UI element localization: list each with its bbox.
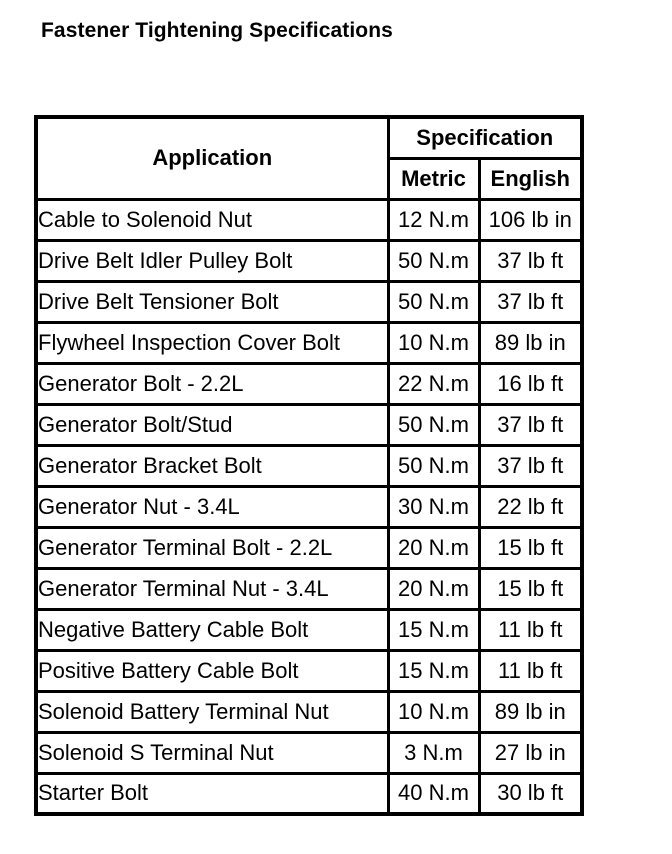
table-row <box>36 691 582 732</box>
cell-application: Generator Bolt - 2.2L <box>36 363 388 404</box>
header-application: Application <box>36 117 388 199</box>
cell-english: 15 lb ft <box>479 527 582 568</box>
cell-english: 11 lb ft <box>479 609 582 650</box>
header-specification: Specification <box>388 117 582 158</box>
cell-metric: 15 N.m <box>388 609 479 650</box>
cell-english: 37 lb ft <box>479 445 582 486</box>
cell-application: Drive Belt Idler Pulley Bolt <box>36 240 388 281</box>
cell-metric: 50 N.m <box>388 404 479 445</box>
fastener-spec-table <box>34 115 584 816</box>
cell-english: 89 lb in <box>479 691 582 732</box>
table-row <box>36 568 582 609</box>
cell-english: 37 lb ft <box>479 240 582 281</box>
table-row <box>36 773 582 814</box>
table-row <box>36 486 582 527</box>
cell-application: Solenoid Battery Terminal Nut <box>36 691 388 732</box>
table-row <box>36 199 582 240</box>
table-row <box>36 404 582 445</box>
cell-metric: 12 N.m <box>388 199 479 240</box>
cell-application: Generator Bolt/Stud <box>36 404 388 445</box>
table-row <box>36 240 582 281</box>
cell-application: Flywheel Inspection Cover Bolt <box>36 322 388 363</box>
cell-metric: 3 N.m <box>388 732 479 773</box>
cell-metric: 50 N.m <box>388 445 479 486</box>
table-row <box>36 527 582 568</box>
cell-metric: 30 N.m <box>388 486 479 527</box>
table-row <box>36 322 582 363</box>
cell-english: 30 lb ft <box>479 773 582 814</box>
page-title: Fastener Tightening Specifications <box>41 19 393 42</box>
cell-application: Generator Nut - 3.4L <box>36 486 388 527</box>
cell-english: 11 lb ft <box>479 650 582 691</box>
cell-metric: 40 N.m <box>388 773 479 814</box>
table-row <box>36 609 582 650</box>
cell-metric: 22 N.m <box>388 363 479 404</box>
cell-metric: 20 N.m <box>388 568 479 609</box>
cell-english: 106 lb in <box>479 199 582 240</box>
table-row <box>36 650 582 691</box>
cell-english: 89 lb in <box>479 322 582 363</box>
cell-application: Cable to Solenoid Nut <box>36 199 388 240</box>
cell-english: 37 lb ft <box>479 404 582 445</box>
cell-english: 16 lb ft <box>479 363 582 404</box>
cell-application: Starter Bolt <box>36 773 388 814</box>
table-row <box>36 445 582 486</box>
cell-english: 15 lb ft <box>479 568 582 609</box>
cell-metric: 10 N.m <box>388 691 479 732</box>
cell-metric: 50 N.m <box>388 281 479 322</box>
table-row <box>36 363 582 404</box>
cell-metric: 15 N.m <box>388 650 479 691</box>
cell-application: Drive Belt Tensioner Bolt <box>36 281 388 322</box>
cell-metric: 10 N.m <box>388 322 479 363</box>
cell-application: Positive Battery Cable Bolt <box>36 650 388 691</box>
cell-metric: 50 N.m <box>388 240 479 281</box>
table-row <box>36 281 582 322</box>
table-row <box>36 732 582 773</box>
cell-application: Generator Terminal Nut - 3.4L <box>36 568 388 609</box>
header-metric: Metric <box>388 158 479 199</box>
cell-application: Negative Battery Cable Bolt <box>36 609 388 650</box>
cell-metric: 20 N.m <box>388 527 479 568</box>
cell-english: 37 lb ft <box>479 281 582 322</box>
cell-english: 27 lb in <box>479 732 582 773</box>
cell-application: Generator Terminal Bolt - 2.2L <box>36 527 388 568</box>
header-english: English <box>479 158 582 199</box>
cell-english: 22 lb ft <box>479 486 582 527</box>
cell-application: Generator Bracket Bolt <box>36 445 388 486</box>
cell-application: Solenoid S Terminal Nut <box>36 732 388 773</box>
